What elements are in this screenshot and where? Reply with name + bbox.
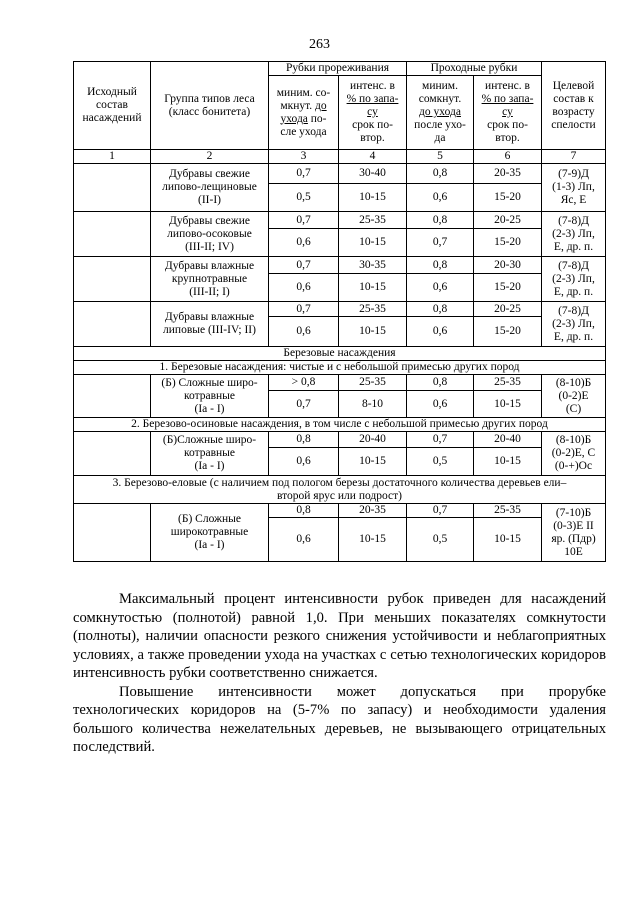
value-cell: 0,7 [269,302,339,317]
value-cell: 0,8 [407,257,474,274]
value-cell: 0,8 [407,212,474,229]
target-composition-cell: (7-8)Д (2-3) Лп, Е, др. п. [542,257,606,302]
col-number: 3 [269,150,339,164]
target-composition-cell: (8-10)Б (0-2)Е (С) [542,375,606,418]
value-cell: 25-35 [339,302,407,317]
birch-section-heading: Березовые насаждения [74,347,606,361]
value-cell: 10-15 [339,518,407,562]
header-min-closure: миним. со- мкнут. до ухода по- сле ухода [269,76,339,150]
value-cell: 0,7 [407,229,474,257]
target-composition-cell: (7-9)Д (1-3) Лп, Яс, Е [542,164,606,212]
value-cell: 0,6 [269,229,339,257]
value-cell: 15-20 [474,274,542,302]
value-cell: 25-35 [339,212,407,229]
value-cell: 0,7 [269,212,339,229]
page-number: 263 [309,37,330,52]
value-cell: 0,6 [407,274,474,302]
col-number: 6 [474,150,542,164]
value-cell: 25-35 [474,504,542,518]
forest-type-cell: Дубравы свежие липово-лещиновые (II-I) [151,164,269,212]
forest-type-cell: Дубравы влажные липовые (III-IV; II) [151,302,269,347]
value-cell: 25-35 [474,375,542,391]
value-cell: 0,8 [407,302,474,317]
target-composition-cell: (7-10)Б (0-3)Е II яр. (Пдр) 10Е [542,504,606,562]
value-cell: 10-15 [339,274,407,302]
value-cell: 30-35 [339,257,407,274]
value-cell: 0,8 [407,164,474,184]
value-cell: 10-15 [474,391,542,418]
col-number: 5 [407,150,474,164]
col-number: 7 [542,150,606,164]
body-text [73,590,606,757]
header-intensity-passage: интенс. в % по запа- су срок по- втор. [474,76,542,150]
initial-composition-cell [74,164,151,212]
birch-subsection-title: 1. Березовые насаждения: чистые и с небольшой примесью других пород [74,361,606,375]
value-cell: 0,6 [269,274,339,302]
target-composition-cell: (8-10)Б (0-2)Е, С (0-+)Ос [542,432,606,476]
paragraph: Повышение интенсивности может допускаться при прорубке технологических коридоров на (5-7% по запасу) и необходимости удаления большого количества нежелательных деревьев, не вызывающего отрицательных последствий. [73,683,606,755]
value-cell: 0,5 [407,518,474,562]
value-cell: 0,7 [407,432,474,448]
value-cell: 20-40 [339,432,407,448]
value-cell: 15-20 [474,317,542,347]
forest-type-cell: (Б) Сложные широ- котравные (Ia - I) [151,375,269,418]
header-intensity: интенс. в % по запа- су срок по- втор. [339,76,407,150]
value-cell: 0,5 [269,184,339,212]
value-cell: 0,7 [407,504,474,518]
forest-type-cell: Дубравы влажные крупнотравные (III-II; I) [151,257,269,302]
initial-composition-cell [74,212,151,257]
paragraph: Максимальный процент интенсивности рубок приведен для насаждений сомкнутостью (полнотой) равной 1,0. При меньших показателях сомкнутости (полноты), наличии опасности резкого снижения устойчивости и неблагоприятных условиях, а также проведении ухода на участках с сетью технологических коридоров интенсивность рубки соответственно снижается. [73,591,606,681]
value-cell: 0,8 [269,504,339,518]
value-cell: 20-30 [474,257,542,274]
header-min-closure-passage: миним. сомкнут. до ухода после ухо- да [407,76,474,150]
value-cell: 15-20 [474,184,542,212]
value-cell: > 0,8 [269,375,339,391]
value-cell: 20-35 [474,164,542,184]
value-cell: 15-20 [474,229,542,257]
header-target-composition: Целевой состав к возрасту спелости [542,62,606,150]
value-cell: 0,6 [407,184,474,212]
forest-type-cell: Дубравы свежие липово-осоковые (III-II; IV) [151,212,269,257]
value-cell: 0,6 [269,448,339,476]
target-composition-cell: (7-8)Д (2-3) Лп, Е, др. п. [542,212,606,257]
col-number: 2 [151,150,269,164]
value-cell: 10-15 [339,448,407,476]
value-cell: 0,8 [269,432,339,448]
header-passage-cuttings: Проходные рубки [407,62,542,76]
value-cell: 10-15 [339,317,407,347]
value-cell: 8-10 [339,391,407,418]
value-cell: 0,6 [407,317,474,347]
value-cell: 0,5 [407,448,474,476]
value-cell: 0,6 [407,391,474,418]
header-initial-composition: Исходный состав насаждений [74,62,151,150]
initial-composition-cell [74,504,151,562]
value-cell: 30-40 [339,164,407,184]
value-cell: 20-25 [474,212,542,229]
value-cell: 0,8 [407,375,474,391]
value-cell: 0,6 [269,518,339,562]
header-thinning: Рубки прореживания [269,62,407,76]
col-number: 1 [74,150,151,164]
value-cell: 0,6 [269,317,339,347]
header-forest-type-group: Группа типов леса (класс бонитета) [151,62,269,150]
value-cell: 10-15 [339,229,407,257]
value-cell: 20-25 [474,302,542,317]
initial-composition-cell [74,257,151,302]
value-cell: 0,7 [269,164,339,184]
value-cell: 20-35 [339,504,407,518]
value-cell: 25-35 [339,375,407,391]
initial-composition-cell [74,432,151,476]
value-cell: 10-15 [474,448,542,476]
value-cell: 0,7 [269,391,339,418]
forest-type-cell: (Б)Сложные широ- котравные (Ia - I) [151,432,269,476]
initial-composition-cell [74,375,151,418]
col-number: 4 [339,150,407,164]
birch-subsection-title: 3. Березово-еловые (с наличием под пологом березы достаточного количества деревьев ели– второй ярус или подрост) [74,476,606,504]
birch-subsection-title: 2. Березово-осиновые насаждения, в том числе с небольшой примесью других пород [74,418,606,432]
value-cell: 20-40 [474,432,542,448]
value-cell: 10-15 [474,518,542,562]
forest-thinning-table [73,61,606,562]
value-cell: 10-15 [339,184,407,212]
initial-composition-cell [74,302,151,347]
target-composition-cell: (7-8)Д (2-3) Лп, Е, др. п. [542,302,606,347]
value-cell: 0,7 [269,257,339,274]
forest-type-cell: (Б) Сложные широкотравные (Ia - I) [151,504,269,562]
